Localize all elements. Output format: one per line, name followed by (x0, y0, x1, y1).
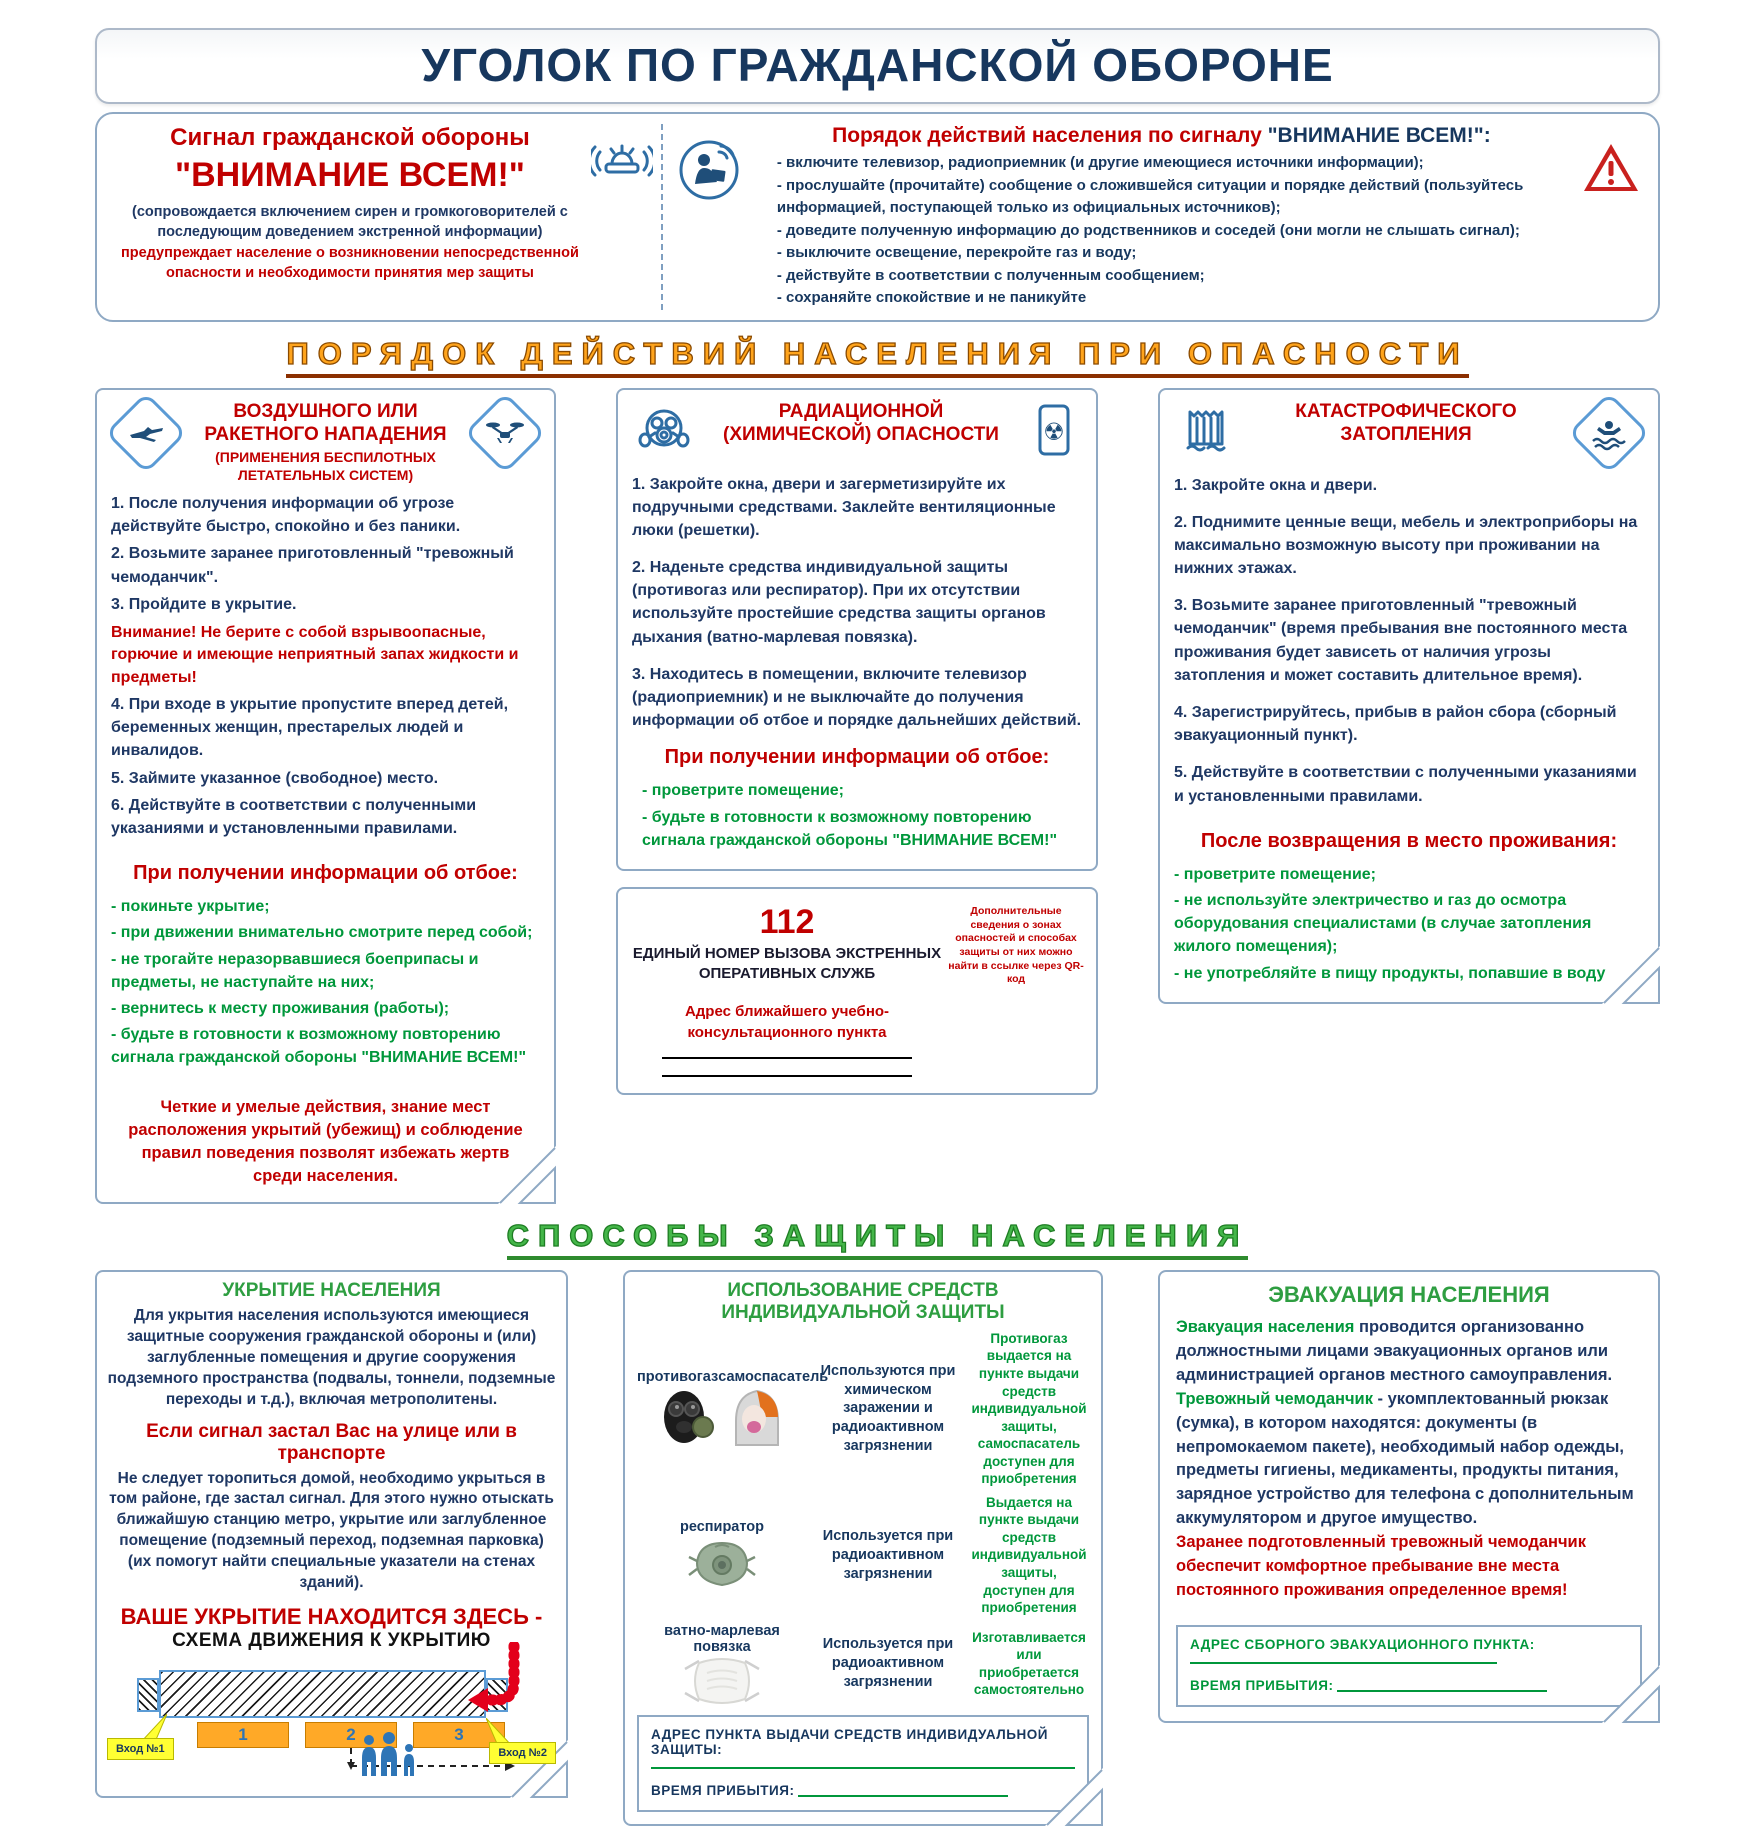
page-title: УГОЛОК ПО ГРАЖДАНСКОЙ ОБОРОНЕ (421, 39, 1334, 91)
evacuation-text: Эвакуация населения проводится организованно должностными лицами эвакуационных органов или администрацией органов местного самоуправления. Тревожный чемоданчик - укомплектованный рюкзак (сумка), в котором находятся: документы (в непромокаемом пакете), необходимый набор одежды, предметы гигиены, медикаменты, продукты питания, зарядное устройство для телефона с дополнительным аккумулятором и другое имущество. Заранее подготовленный тревожный чемоданчик обеспечит комфортное пребывание вне места постоянного проживания определенное время! (1176, 1317, 1634, 1600)
gas-mask-label: противогаз (637, 1368, 719, 1385)
siren-icon (591, 134, 653, 191)
qr-code-note: Дополнительные сведения о зонах опасностей и способах защиты от них можно найти в ссылке через QR-код (948, 904, 1084, 986)
flood-after-list: - проветрите помещение; - не используйте электричество и газ до осмотра оборудования специалистами (в случае затопления жилого помещения); - не употребляйте в пищу продукты, попавшие в воду (1174, 865, 1606, 982)
shelter-building (159, 1670, 486, 1718)
shelter-street-title: Если сигнал застал Вас на улице или в транспорте (146, 1420, 517, 1464)
ppe-address-box (637, 1715, 1089, 1812)
self-rescuer-image (726, 1387, 788, 1449)
signal-name: "ВНИМАНИЕ ВСЕМ!" (174, 156, 525, 194)
entrance-1-callout: Вход №1 (107, 1738, 174, 1760)
address-blank-line (662, 1057, 912, 1059)
entrance-porch-1: 1 (197, 1722, 289, 1748)
section-header-actions: ПОРЯДОК ДЕЙСТВИЙ НАСЕЛЕНИЯ ПРИ ОПАСНОСТИ (95, 336, 1660, 378)
procedure-item: - включите телевизор, радиоприемник (и другие имеющиеся источники информации); (776, 154, 1424, 171)
shelter-route-diagram (107, 1656, 556, 1784)
flood-panel (1158, 388, 1660, 1004)
shelter-here-label: ВАШЕ УКРЫТИЕ НАХОДИТСЯ ЗДЕСЬ - (120, 1604, 543, 1630)
air-attack-title: ВОЗДУШНОГО ИЛИ РАКЕТНОГО НАПАДЕНИЯ (ПРИМЕНЕНИЯ БЕСПИЛОТНЫХ ЛЕТАТЕЛЬНЫХ СИСТЕМ) (189, 400, 462, 485)
poster (95, 0, 1660, 1826)
ppe-address-label: АДРЕС ПУНКТА ВЫДАЧИ СРЕДСТВ ИНДИВИДУАЛЬНОЙ ЗАЩИТЫ: (651, 1726, 1048, 1757)
air-attack-panel (95, 388, 556, 1204)
evacuation-time-label: ВРЕМЯ ПРИБЫТИЯ: (1190, 1677, 1334, 1693)
ppe-usage-2: Используется при радиоактивном загрязнении (822, 1527, 954, 1582)
building-endcap (137, 1678, 159, 1712)
procedure-item: - доведите полученную информацию до родственников и соседей (они могли не слышать сигнал); (776, 221, 1520, 239)
signal-title: Сигнал гражданской обороны (170, 124, 530, 151)
ppe-row-respirator (637, 1494, 1089, 1617)
self-rescuer-label: самоспасатель (718, 1368, 829, 1385)
ppe-panel (623, 1270, 1103, 1826)
flood-steps: 1. Закройте окна и двери. 2. Поднимите ценные вещи, мебель и электроприборы на максимально возможную высоту при проживании на нижних этажах. 3. Возьмите заранее приготовленный "тревожный чемоданчик" (время пребывания вне постоянного места проживания будет зависеть от наличия угрозы затопления и может составить длительное время). 4. Зарегистрируйтесь, прибыв в район сбора (сборный эвакуационный пункт). 5. Действуйте в соответствии с полученными указаниями и установленными правилами. (1174, 476, 1638, 805)
ppe-row-gasmask (637, 1330, 1089, 1488)
evacuation-address-label: АДРЕС СБОРНОГО ЭВАКУАЦИОННОГО ПУНКТА: (1190, 1636, 1535, 1652)
air-attack-allclear-list: - покиньте укрытие; - при движении внимательно смотрите перед собой; - не трогайте неразорвавшиеся боеприпасы и предметы, не наступайте на них; - вернитесь к месту проживания (работы); - будьте в готовности к возможному повторению сигнала гражданской обороны "ВНИМАНИЕ ВСЕМ!" (111, 898, 533, 1067)
uav-plane-icon (105, 391, 187, 473)
ppe-title: ИСПОЛЬЗОВАНИЕ СРЕДСТВ ИНДИВИДУАЛЬНОЙ ЗАЩИТЫ (721, 1279, 1005, 1323)
warning-triangle-icon (1582, 142, 1640, 310)
procedure-item: - выключите освещение, перекройте газ и воду; (776, 244, 1137, 261)
emergency-number-label: ЕДИНЫЙ НОМЕР ВЫЗОВА ЭКСТРЕННЫХ ОПЕРАТИВНЫХ СЛУЖБ (632, 944, 942, 983)
procedure-title-blue: "ВНИМАНИЕ ВСЕМ!": (1267, 124, 1491, 147)
section-header-protection: СПОСОБЫ ЗАЩИТЫ НАСЕЛЕНИЯ (95, 1218, 1660, 1260)
ppe-note-1: Противогаз выдается на пункте выдачи средств индивидуальной защиты, самоспасатель доступен для приобретения (971, 1330, 1087, 1487)
signal-desc-1: (сопровождается включением сирен и громкоговорителей с последующим доведением экстренной информации) (132, 204, 568, 240)
person-receiving-alert-icon (677, 138, 741, 310)
radiation-title: РАДИАЦИОННОЙ (ХИМИЧЕСКОЙ) ОПАСНОСТИ (723, 400, 999, 446)
air-attack-steps: 1. После получения информации об угрозе действуйте быстро, спокойно и без паники. 2. Возьмите заранее приготовленный "тревожный чемоданчик". 3. Пройдите в укрытие. Внимание! Не берите с собой взрывоопасные, горючие и имеющие неприятный запах жидкости и предметы! 4. При входе в укрытие пропустите вперед детей, беременных женщин, престарелых людей и инвалидов. 5. Займите указанное (свободное) место. 6. Действуйте в соответствии с полученными указаниями и установленными правилами. (111, 492, 540, 840)
procedure-item: - прослушайте (прочитайте) сообщение о сложившейся ситуации и порядке действий (пользуйтесь информацией, поступающей только из официальных источников); (776, 176, 1524, 216)
flood-title: КАТАСТРОФИЧЕСКОГО ЗАТОПЛЕНИЯ (1295, 400, 1517, 446)
go-bag-term: Тревожный чемоданчик (1176, 1389, 1373, 1408)
ppe-address-blank-line (651, 1767, 1075, 1769)
procedure-title-red: Порядок действий населения по сигналу (832, 124, 1268, 147)
phone-radiation-icon (1032, 402, 1076, 463)
shelter-title: УКРЫТИЕ НАСЕЛЕНИЯ (222, 1279, 441, 1301)
svg-text:☢: ☢ (1043, 418, 1065, 446)
gas-mask-image (656, 1387, 718, 1449)
air-attack-footer: Четкие и умелые действия, знание мест расположения укрытий (убежищ) и соблюдение правил поведения позволят избежать жертв среди населения. (128, 1097, 523, 1185)
ppe-note-3: Изготавливается или приобретается самостоятельно (972, 1629, 1086, 1698)
consultation-point-address-label: Адрес ближайшего учебно-консультационного пункта (684, 1003, 890, 1041)
evacuation-lead-term: Эвакуация населения (1176, 1317, 1355, 1336)
emergency-112-panel (616, 887, 1098, 1095)
entrance-porch-3: 3 (413, 1722, 505, 1748)
gas-mask-icon (636, 402, 692, 463)
red-route-arrow-icon (458, 1642, 528, 1720)
ppe-row-gauze (637, 1623, 1089, 1705)
page-curl (1045, 1768, 1103, 1826)
ppe-time-blank-line (798, 1795, 1008, 1797)
ppe-usage-1: Используются при химическом заражении и радиоактивном загрязнении (820, 1362, 956, 1455)
shelter-scheme-title: СХЕМА ДВИЖЕНИЯ К УКРЫТИЮ (172, 1630, 491, 1652)
shelter-panel (95, 1270, 568, 1798)
radiation-steps: 1. Закройте окна, двери и загерметизируйте их подручными средствами. Заклейте вентиляционные люки (решетки). 2. Наденьте средства индивидуальной защиты (противогаз или респиратор). При их отсутствии используйте простейшие средства защиты органов дыхания (ватно-марлевая повязка). 3. Находитесь в помещении, включите телевизор (радиоприемник) и не выключайте до получения информации об отбое и порядке дальнейших действий. (632, 475, 1082, 730)
dam-icon (1178, 402, 1234, 463)
evacuation-warning: Заранее подготовленный тревожный чемоданчик обеспечит комфортное пребывание вне места постоянного проживания определенное время! (1176, 1533, 1586, 1600)
air-attack-allclear-title: При получении информации об отбое: (133, 862, 518, 885)
procedure-item: - сохраняйте спокойствие и не паникуйте (776, 289, 1087, 306)
radiation-allclear-list: - проветрите помещение; - будьте в готовности к возможному повторению сигнала гражданской обороны "ВНИМАНИЕ ВСЕМ!" (642, 782, 1058, 849)
evacuation-address-box (1176, 1625, 1642, 1707)
signal-procedure-panel (663, 124, 1644, 310)
gauze-bandage-image (683, 1657, 761, 1705)
entrance-porch-2: 2 (305, 1722, 397, 1748)
air-attack-warning: Внимание! Не берите с собой взрывоопасные, горючие и имеющие неприятный запах жидкости и предметы! (111, 623, 519, 686)
evacuation-time-blank-line (1337, 1690, 1547, 1692)
shelter-street-text: Не следует торопиться домой, необходимо укрыться в том районе, где застал сигнал. Для этого нужно отыскать ближайшую станцию метро, укрытие или заглубленное помещение (подземный переход, подземная парковка) (их помогут найти специальные указатели на стенах зданий). (109, 1469, 554, 1592)
evacuation-address-blank-line (1190, 1662, 1497, 1664)
address-blank-line (662, 1075, 912, 1077)
ppe-usage-3: Используется при радиоактивном загрязнении (822, 1636, 954, 1691)
civil-defense-signal-panel (111, 124, 663, 310)
quadcopter-drone-icon (464, 391, 546, 473)
page-curl (1602, 946, 1660, 1004)
drowning-person-icon (1568, 391, 1650, 473)
signal-desc-2: предупреждает население о возникновении непосредственной опасности и необходимости принятия мер защиты (120, 245, 579, 281)
radiation-panel (616, 388, 1098, 871)
emergency-number: 112 (759, 902, 815, 941)
evacuation-title: ЭВАКУАЦИЯ НАСЕЛЕНИЯ (1268, 1281, 1550, 1307)
flood-after-title: После возвращения в место проживания: (1200, 829, 1618, 852)
radiation-allclear-title: При получении информации об отбое: (664, 746, 1050, 769)
ppe-time-label: ВРЕМЯ ПРИБЫТИЯ: (651, 1782, 795, 1798)
entrance-2-callout: Вход №2 (489, 1742, 556, 1764)
gauze-bandage-label: ватно-марлевая повязка (664, 1622, 780, 1655)
air-attack-subtitle: (ПРИМЕНЕНИЯ БЕСПИЛОТНЫХ ЛЕТАТЕЛЬНЫХ СИСТЕМ) (215, 449, 436, 483)
evacuation-panel (1158, 1270, 1660, 1723)
procedure-item: - действуйте в соответствии с полученным сообщением; (776, 266, 1205, 284)
ppe-note-2: Выдается на пункте выдачи средств индивидуальной защиты, доступен для приобретения (971, 1494, 1087, 1616)
signal-row (95, 112, 1660, 322)
family-icon (357, 1732, 427, 1778)
main-title-box (95, 28, 1660, 104)
procedure-title (751, 124, 1572, 148)
respirator-image (687, 1537, 757, 1591)
procedure-list (777, 152, 1572, 310)
page-curl (1602, 1665, 1660, 1723)
shelter-text: Для укрытия населения используются имеющиеся защитные сооружения гражданской обороны и (или) заглубленные помещения и другие сооружения подземного пространства (подвалы, тоннели, подземные переходы и т.д.), включая метрополитены. (107, 1306, 556, 1408)
page-curl (498, 1146, 556, 1204)
respirator-label: респиратор (679, 1519, 764, 1536)
